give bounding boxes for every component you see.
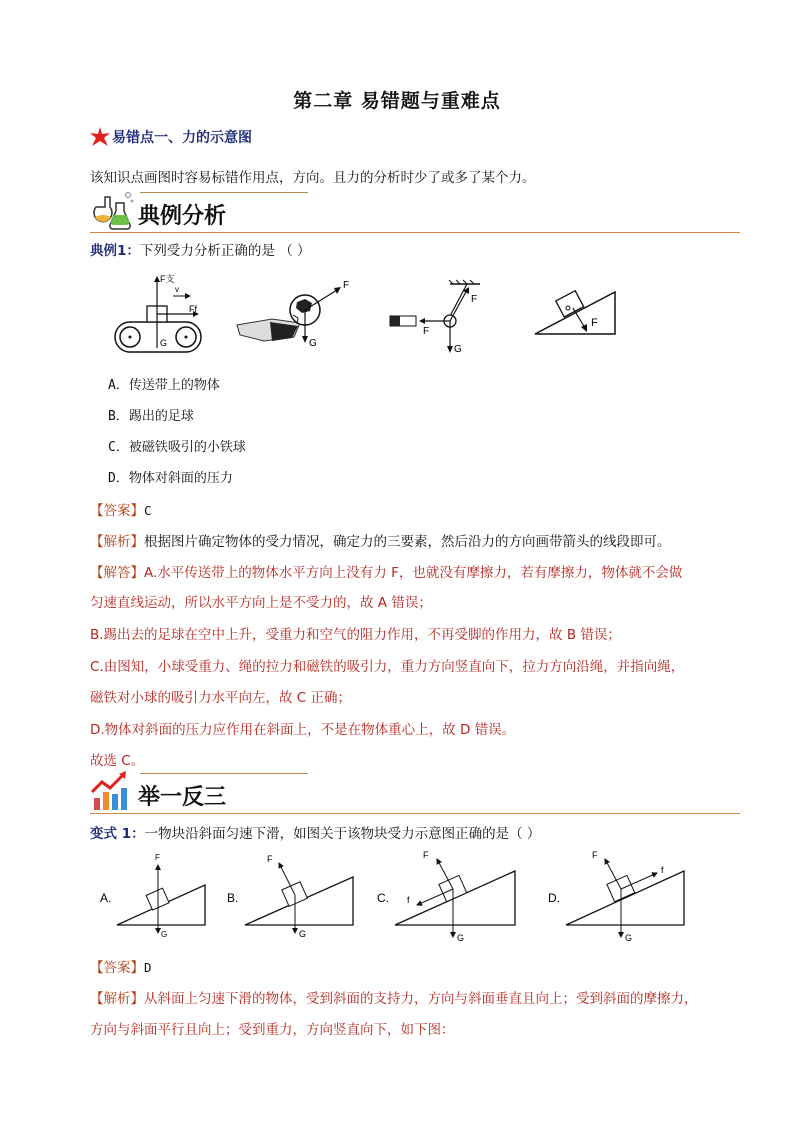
section-banner-practice (90, 770, 740, 814)
figure-magnet (390, 280, 480, 355)
variant-answer-value: D (144, 960, 152, 975)
page-title: 第二章 易错题与重难点 (293, 90, 501, 112)
example-question-text: 下列受力分析正确的是 （ ） (139, 243, 311, 259)
trend-chart-icon (90, 770, 134, 812)
analysis-line (90, 530, 671, 550)
choice-c-g: G (457, 933, 465, 943)
choice-a-letter: A. (100, 891, 112, 905)
solution-text-1: A.水平传送带上的物体水平方向上没有力 F，也就没有摩擦力，若有摩擦力，物体就不会做 (144, 565, 683, 581)
section-banner-examples (90, 189, 740, 233)
choice-a (100, 853, 205, 939)
example-figures (105, 270, 635, 360)
variant-tag: 变式 1： (90, 826, 145, 842)
choice-d (548, 850, 684, 943)
banner-label: 典例分析 (138, 203, 227, 229)
choice-c-small-f: f (407, 895, 410, 905)
option-a: A．传送带上的物体 (108, 378, 220, 393)
choice-a-g: G (161, 930, 168, 939)
analysis-tag: 【解析】 (90, 534, 144, 550)
label-g: G (160, 338, 168, 348)
figure-conveyor (115, 273, 201, 352)
choice-d-f: F (592, 850, 598, 860)
variant-analysis-text-1: 从斜面上匀速下滑的物体，受到斜面的支持力，方向与斜面垂直且向上；受到斜面的摩擦力， (144, 991, 698, 1007)
point-heading-label: 易错点一、力的示意图 (112, 130, 252, 146)
red-star-icon (90, 127, 110, 147)
choice-d-small-f: f (661, 865, 664, 875)
label-f-magnet: F (423, 326, 430, 337)
choice-d-letter: D. (548, 891, 560, 905)
label-v: v (175, 285, 179, 294)
solution-line-2: 匀速直线运动，所以水平方向上是不受力的，故 A 错误； (90, 595, 432, 611)
figure-incline (535, 291, 615, 334)
figure-football (237, 280, 349, 349)
variant-analysis-line-1 (90, 987, 698, 1007)
variant-analysis-line-2: 方向与斜面平行且向上；受到重力，方向竖直向下，如下图： (90, 1022, 455, 1038)
choice-c (377, 850, 515, 943)
solution-line-4: C.由图知，小球受重力、绳的拉力和磁铁的吸引力，重力方向竖直向下，拉力方向沿绳，并指向绳， (90, 659, 685, 675)
label-f-ball: F (343, 280, 350, 291)
label-fsupport: F支 (160, 274, 175, 284)
solution-line-3: B.踢出去的足球在空中上升，受重力和空气的阻力作用，不再受脚的作用力，故 B 错误； (90, 627, 621, 643)
variant-analysis-tag: 【解析】 (90, 991, 144, 1007)
choice-b-f: F (267, 854, 273, 864)
answer-tag: 【答案】 (90, 503, 144, 519)
choice-c-f: F (423, 850, 429, 860)
variant-question (90, 822, 540, 842)
solution-tag: 【解答】 (90, 565, 144, 581)
solution-line-5: 磁铁对小球的吸引力水平向左，故 C 正确； (90, 690, 352, 706)
example-tag: 典例1： (90, 243, 140, 259)
analysis-text: 根据图片确定物体的受力情况，确定力的三要素，然后沿力的方向画带箭头的线段即可。 (144, 534, 671, 550)
choice-b-g: G (299, 929, 307, 939)
solution-line-1 (90, 561, 682, 581)
label-f-incline: F (591, 317, 598, 329)
answer-value: C (144, 503, 152, 518)
point-heading (90, 127, 252, 147)
label-g-magnet: G (454, 344, 462, 355)
chemistry-flask-icon (90, 189, 136, 231)
variant-question-text: 一物块沿斜面匀速下滑，如图关于该物块受力示意图正确的是（ ） (144, 826, 541, 842)
choice-d-g: G (625, 933, 633, 943)
solution-line-6: D.物体对斜面的压力应作用在斜面上，不是在物体重心上，故 D 错误。 (90, 722, 516, 738)
choice-b-letter: B. (227, 891, 239, 905)
label-f-rope: F (471, 294, 478, 305)
variant-answer-line (90, 956, 152, 976)
choice-a-f: F (155, 853, 160, 862)
intro-text: 该知识点画图时容易标错作用点，方向。且力的分析时少了或多了某个力。 (90, 170, 536, 186)
choice-b (227, 854, 353, 939)
example-question (90, 239, 311, 259)
label-g-ball: G (309, 338, 317, 349)
label-ff: Ff (189, 304, 197, 314)
option-d: D．物体对斜面的压力 (108, 471, 233, 486)
variant-answer-tag: 【答案】 (90, 960, 144, 976)
choice-c-letter: C. (377, 891, 389, 905)
option-c: C．被磁铁吸引的小铁球 (108, 440, 246, 455)
option-b: B．踢出的足球 (108, 409, 194, 424)
variant-figures (95, 845, 705, 945)
conclusion: 故选 C。 (90, 753, 145, 769)
banner-label-2: 举一反三 (138, 784, 227, 810)
answer-line (90, 499, 152, 519)
